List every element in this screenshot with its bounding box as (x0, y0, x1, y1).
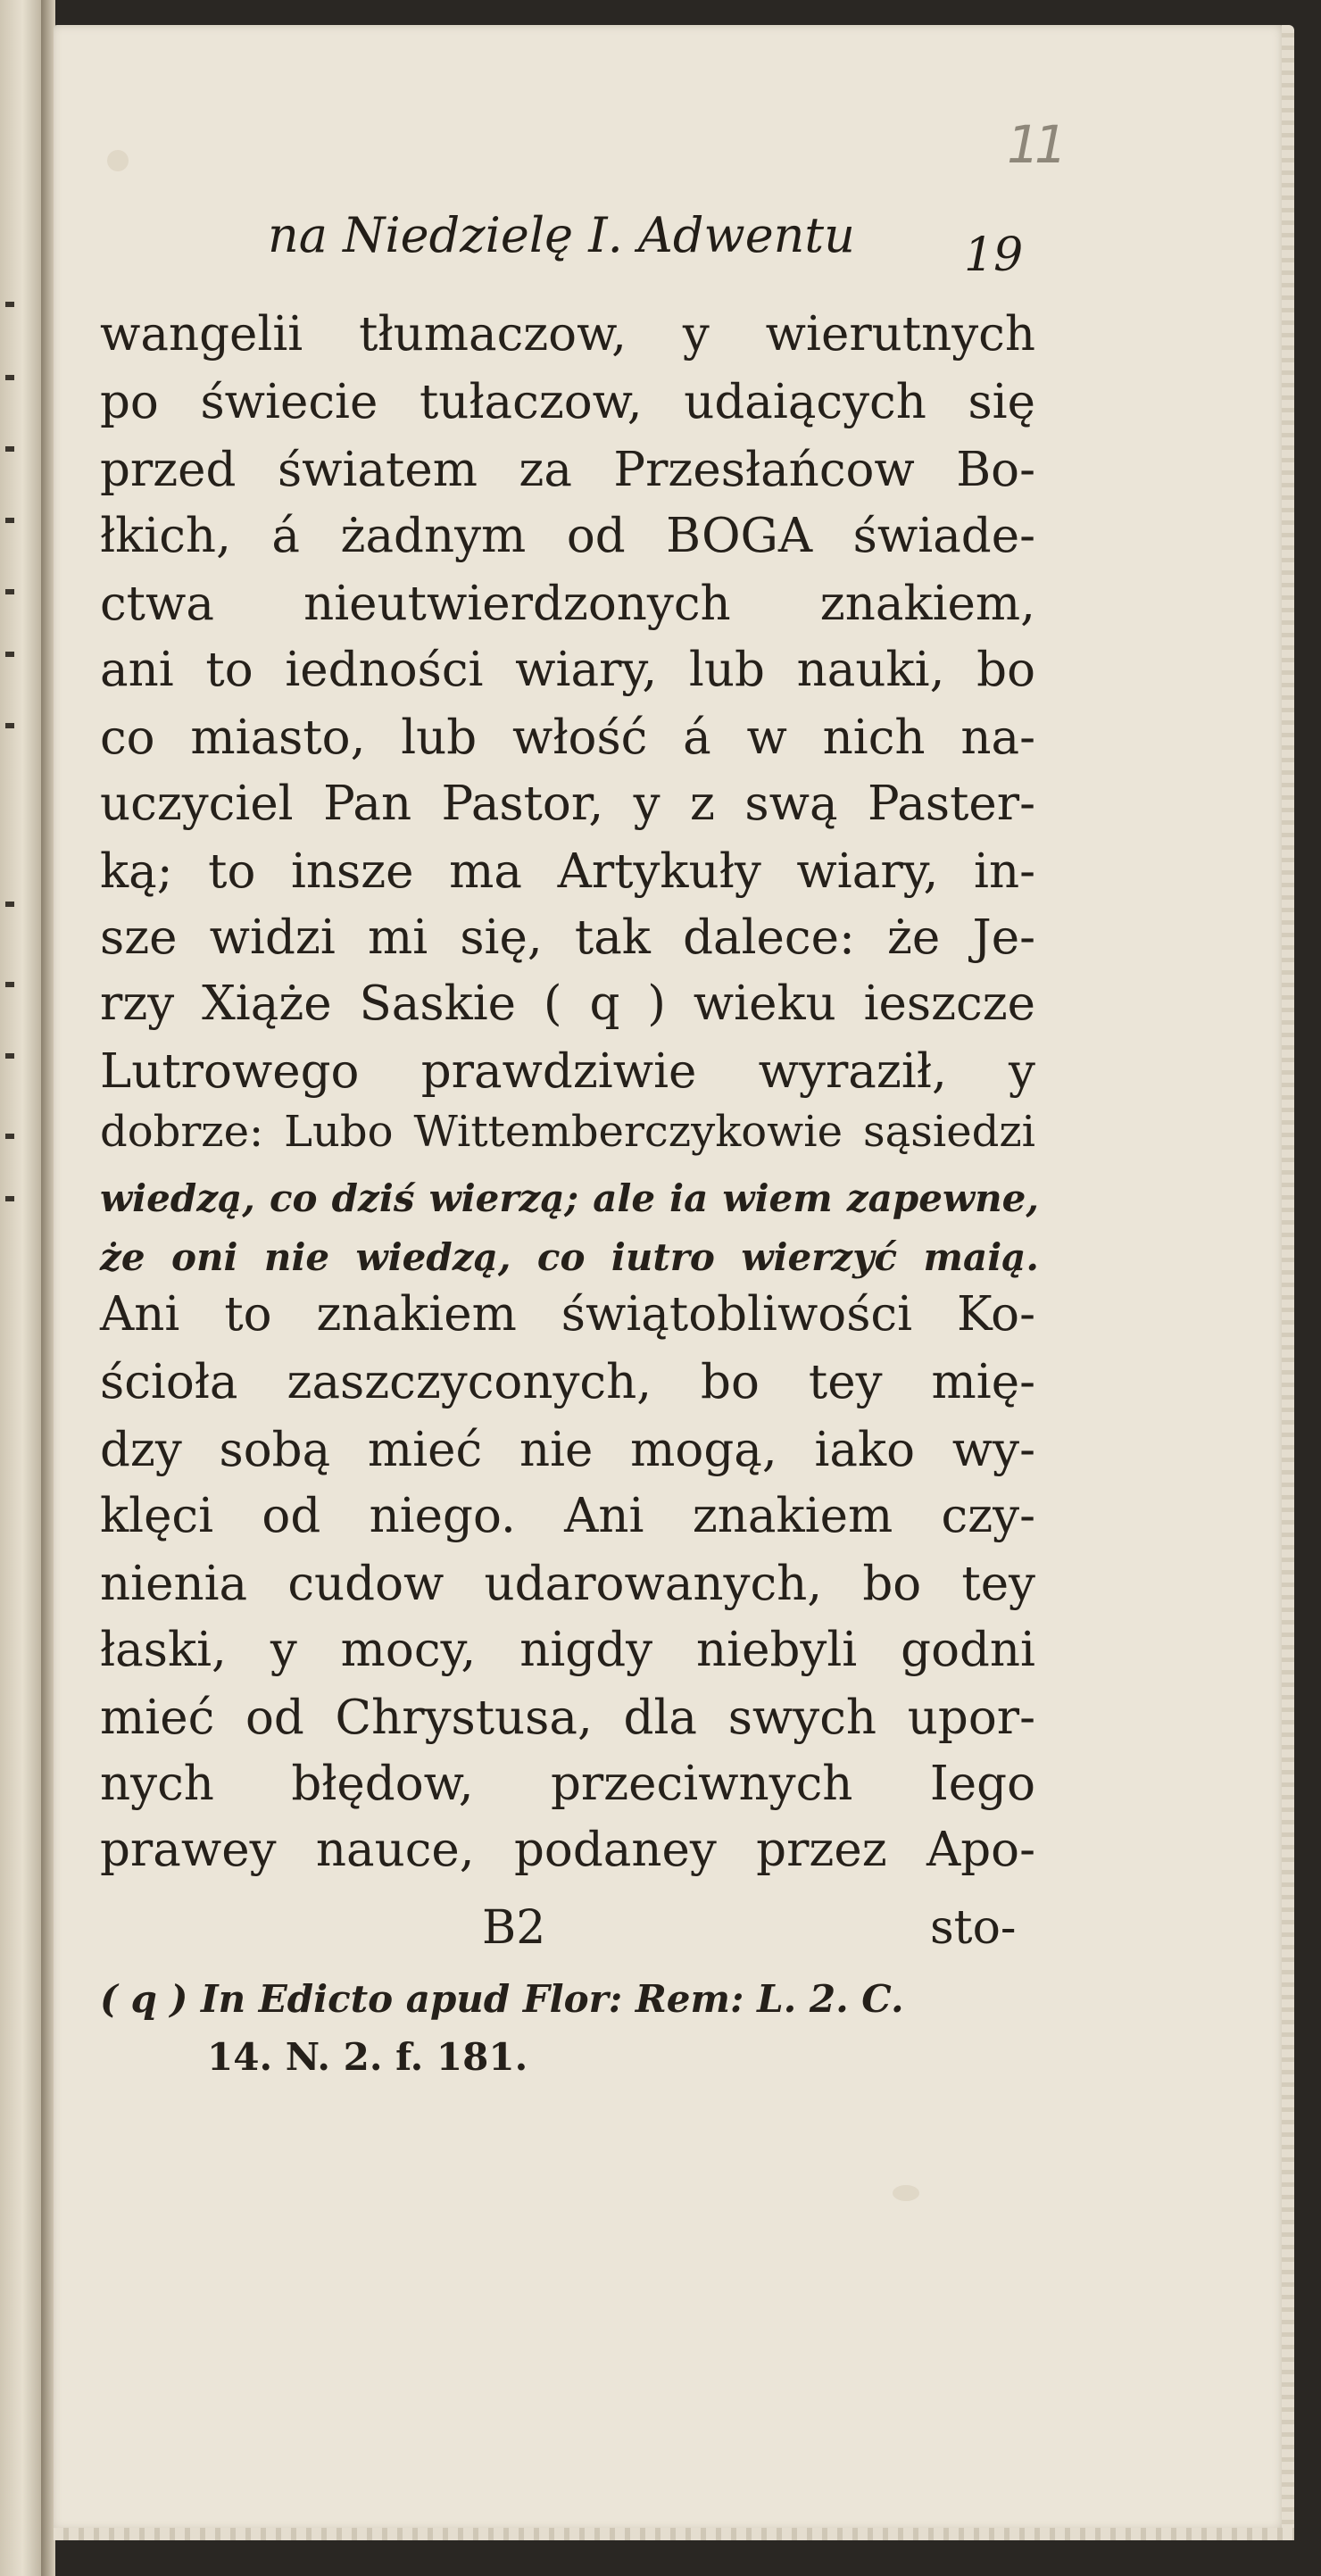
text-line: przed światem za Przesłańcow Bo- (100, 443, 1035, 497)
quotation-line: że oni nie wiedzą, co iutro wierzyć maią. (100, 1235, 1039, 1279)
text-line: uczyciel Pan Pastor, y z swą Paster- (100, 777, 1035, 831)
text-line: nienia cudow udarowanych, bo tey (100, 1557, 1035, 1611)
text-line: ką; to insze ma Artykuły wiary, in- (100, 844, 1035, 899)
facing-page-marks (0, 0, 41, 2576)
text-line: mieć od Chrystusa, dla swych upor- (100, 1691, 1035, 1745)
text-line: ctwa nieutwierdzonych znakiem, (100, 577, 1035, 631)
text-line: wangelii tłumaczow, y wierutnych (100, 307, 1035, 361)
facing-page-mark (5, 446, 14, 452)
text-line: sze widzi mi się, tak dalece: że Je- (100, 910, 1035, 965)
text-line: łaski, y mocy, nigdy niebyli godni (100, 1623, 1035, 1677)
text-line: ani to iedności wiary, lub nauki, bo (100, 643, 1035, 697)
facing-page-mark (5, 982, 14, 987)
facing-page-mark (5, 652, 14, 657)
paper-stain (893, 2185, 919, 2201)
facing-page-mark (5, 375, 14, 380)
text-line: rzy Xiąże Saskie ( q ) wieku ieszcze (100, 976, 1035, 1031)
text-line: Ani to znakiem świątobliwości Ko- (100, 1287, 1035, 1342)
text-line: dobrze: Lubo Wittemberczykowie sąsiedzi (100, 1107, 1035, 1157)
facing-page-mark (5, 1134, 14, 1139)
facing-page-mark (5, 518, 14, 523)
text-line: Lutrowego prawdziwie wyraził, y (100, 1044, 1035, 1099)
footnote-line: ( q ) In Edicto apud Flor: Rem: L. 2. C. (100, 1977, 904, 2021)
text-line: dzy sobą mieć nie mogą, iako wy- (100, 1423, 1035, 1477)
text-line: łkich, á żadnym od BOGA świade- (100, 509, 1035, 563)
text-line: co miasto, lub włość á w nich na- (100, 710, 1035, 765)
page-right-edge (1282, 25, 1294, 2535)
footnote-line: 14. N. 2. f. 181. (207, 2035, 528, 2079)
signature-mark: B2 (482, 1901, 546, 1955)
facing-page-mark (5, 589, 14, 594)
text-line: prawey nauce, podaney przez Apo- (100, 1823, 1035, 1877)
text-line: klęci od niego. Ani znakiem czy- (100, 1489, 1035, 1543)
paper-stain (107, 150, 129, 171)
page-number: 19 (964, 229, 1024, 282)
facing-page-mark (5, 1196, 14, 1201)
text-line: nych błędow, przeciwnych Iego (100, 1757, 1035, 1811)
running-head: na Niedzielę I. Adwentu (268, 207, 855, 263)
text-line: ścioła zaszczyconych, bo tey mię- (100, 1355, 1035, 1409)
text-line: po świecie tułaczow, udaiących się (100, 375, 1035, 429)
facing-page-mark (5, 902, 14, 907)
pencil-page-mark: 11 (1007, 114, 1062, 175)
facing-page-mark (5, 723, 14, 728)
facing-page-mark (5, 302, 14, 307)
catchword: sto- (930, 1901, 1017, 1955)
facing-page-mark (5, 1053, 14, 1059)
quotation-line: wiedzą, co dziś wierzą; ale ia wiem zapewne, (100, 1176, 1039, 1220)
page-bottom-edge (54, 2528, 1294, 2540)
